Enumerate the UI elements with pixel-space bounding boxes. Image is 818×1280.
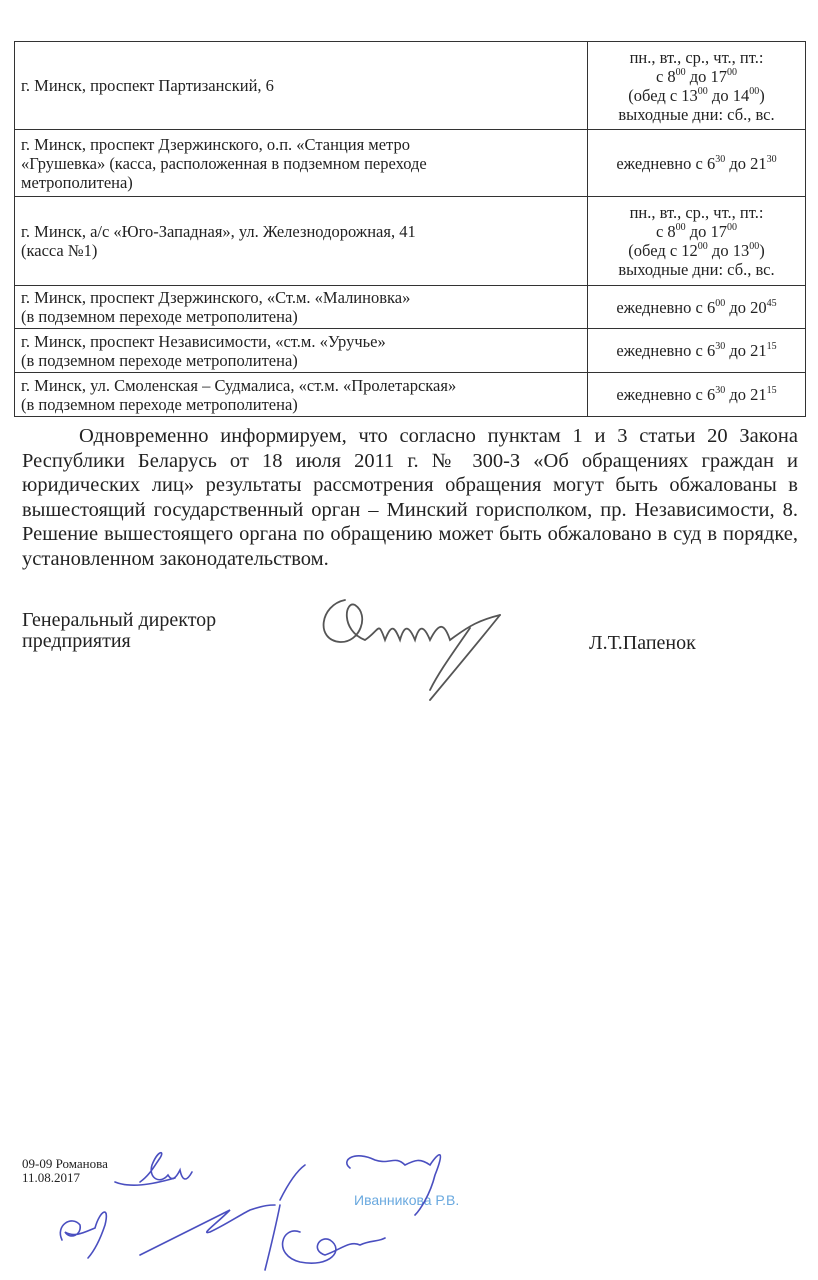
appeal-information-paragraph: Одновременно информируем, что согласно пунктам 1 и 3 статьи 20 Закона Республики Беларусь от 18 июля 2011 г. № 300-З «Об обращениях граждан и юридических лиц» результаты рассмотрения обращения могут быть обжалованы в вышестоящий государственный орган – Минский горисполком, пр. Независимости, 8. Решение вышестоящего органа по обращению может быть обжаловано в суд в порядке, установленном законодательством. xyxy=(22,425,798,570)
time-minutes: 00 xyxy=(697,241,708,252)
address-line: г. Минск, проспект Дзержинского, о.п. «Станция метро xyxy=(21,134,410,154)
time-minutes: 00 xyxy=(675,66,686,78)
hours-text: (обед с 13 xyxy=(628,85,698,105)
hours-text: ) xyxy=(759,241,765,260)
executor-name: 09-09 Романова xyxy=(22,1156,108,1171)
director-signature xyxy=(324,600,500,700)
hours-text: ежедневно с 6 xyxy=(616,297,716,317)
hours-text: ежедневно с 6 xyxy=(616,153,716,173)
time-minutes: 45 xyxy=(766,297,777,309)
hours-text: до 17 xyxy=(685,222,728,241)
time-minutes: 15 xyxy=(766,341,777,352)
hours-text: ежедневно с 6 xyxy=(616,385,716,404)
hours-text: до 17 xyxy=(685,66,728,86)
time-minutes: 00 xyxy=(715,297,726,309)
time-minutes: 00 xyxy=(675,222,686,233)
time-minutes: 00 xyxy=(727,222,738,233)
signatory-name: Л.Т.Папенок xyxy=(589,632,696,654)
address-line: (в подземном переходе метрополитена) xyxy=(21,307,298,326)
address-line: (касса №1) xyxy=(21,241,98,260)
hours-text: пн., вт., ср., чт., пт.: xyxy=(629,203,764,222)
document-date: 11.08.2017 xyxy=(22,1170,81,1185)
position-line-1: Генеральный директор xyxy=(22,609,217,631)
hours-text: выходные дни: сб., вс. xyxy=(618,104,775,124)
approval-signatures xyxy=(60,1153,440,1270)
time-minutes: 15 xyxy=(766,385,777,396)
address-line: г. Минск, проспект Дзержинского, «Ст.м. «Малиновка» xyxy=(21,288,411,307)
hours-text: выходные дни: сб., вс. xyxy=(618,260,775,279)
hours-text: ежедневно с 6 xyxy=(616,341,716,360)
hours-text: до 21 xyxy=(725,385,767,404)
approver-stamp: Иванникова Р.В. xyxy=(354,1192,460,1208)
address-line: метрополитена) xyxy=(21,172,133,192)
hours-text: (обед с 12 xyxy=(628,241,698,260)
address-line: г. Минск, а/с «Юго-Западная», ул. Железнодорожная, 41 xyxy=(21,222,416,241)
position-line-2: предприятия xyxy=(22,630,131,652)
time-minutes: 30 xyxy=(766,153,777,165)
hours-text: до 13 xyxy=(707,241,750,260)
hours-text: с 8 xyxy=(655,222,676,241)
hours-text: до 21 xyxy=(725,153,767,173)
address-line: «Грушевка» (касса, расположенная в подземном переходе xyxy=(21,153,427,173)
hours-text: до 14 xyxy=(707,85,750,105)
hours-text: ) xyxy=(759,85,765,105)
address-line: г. Минск, проспект Партизанский, 6 xyxy=(21,76,274,95)
time-minutes: 30 xyxy=(715,341,726,352)
hours-text: до 21 xyxy=(725,341,767,360)
time-minutes: 30 xyxy=(715,385,726,396)
address-line: г. Минск, проспект Независимости, «ст.м. «Уручье» xyxy=(21,331,386,351)
address-line: (в подземном переходе метрополитена) xyxy=(21,350,298,370)
hours-text: до 20 xyxy=(725,297,767,317)
hours-text: пн., вт., ср., чт., пт.: xyxy=(629,47,764,67)
time-minutes: 00 xyxy=(749,241,760,252)
time-minutes: 00 xyxy=(727,66,738,78)
address-line: г. Минск, ул. Смоленская – Судмалиса, «ст.м. «Пролетарская» xyxy=(21,375,457,395)
hours-text: с 8 xyxy=(655,66,676,86)
address-line: (в подземном переходе метрополитена) xyxy=(21,394,298,414)
time-minutes: 00 xyxy=(697,85,708,97)
time-minutes: 00 xyxy=(749,85,760,97)
time-minutes: 30 xyxy=(715,153,726,165)
